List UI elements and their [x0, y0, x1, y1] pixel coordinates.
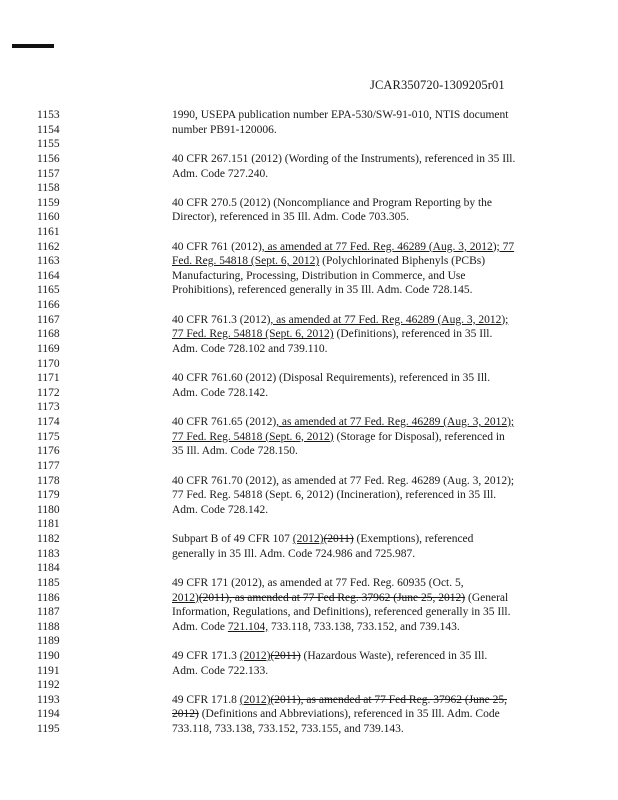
document-line: [0, 283, 618, 298]
line-number: 1158: [37, 182, 60, 195]
document-line: [0, 342, 618, 357]
inserted-text: 77 Fed. Reg. 54818 (Sept. 6, 2012): [172, 328, 334, 341]
text-segment: 733.118, 733.138, 733.152, and 739.143.: [268, 620, 460, 633]
document-line: [0, 269, 618, 284]
line-text: [172, 620, 460, 635]
inserted-text: 77 Fed. Reg. 54818 (Sept. 6, 2012): [172, 430, 334, 443]
document-line: [0, 605, 618, 620]
text-segment: (Exemptions), referenced: [353, 533, 474, 545]
line-number: 1163: [37, 255, 60, 268]
deleted-text: (2011): [323, 533, 354, 545]
line-number: 1153: [37, 109, 60, 121]
line-text: [172, 722, 404, 737]
text-segment: (Definitions), referenced in 35 Ill.: [333, 328, 493, 341]
line-number: 1170: [37, 357, 60, 370]
text-segment: 40 CFR 761.70 (2012), as amended at 77 Fed. Reg. 46289 (Aug. 3, 2012);: [172, 474, 515, 487]
line-number: 1160: [37, 211, 60, 224]
document-line: [0, 400, 618, 415]
text-segment: (General: [465, 591, 509, 604]
line-text: [172, 707, 500, 722]
text-segment: 40 CFR 761.65 (2012): [172, 416, 277, 428]
document-line: [0, 693, 618, 708]
line-text: [172, 503, 268, 518]
text-segment: 40 CFR 761.3 (2012): [172, 313, 271, 326]
line-number: 1179: [37, 489, 60, 502]
inserted-text: (2012): [239, 693, 271, 706]
document-line: [0, 254, 618, 269]
document-line: [0, 722, 618, 737]
line-number: 1157: [37, 167, 60, 180]
line-number: 1172: [37, 386, 60, 399]
line-number: 1175: [37, 430, 60, 443]
document-line: [0, 313, 618, 328]
document-line: [0, 576, 618, 591]
document-id: JCAR350720-1309205r01: [370, 78, 505, 92]
text-segment: Adm. Code 727.240.: [172, 167, 269, 180]
line-text: [172, 371, 490, 386]
inserted-text: 2012): [172, 591, 199, 604]
line-text: [172, 313, 508, 328]
line-number: 1185: [37, 576, 60, 589]
document-line: [0, 327, 618, 342]
line-number: 1191: [37, 664, 60, 677]
document-line: [0, 488, 618, 503]
document-line: [0, 474, 618, 489]
inserted-text: , as amended at 77 Fed. Reg. 46289 (Aug. 3, 2012);: [270, 313, 509, 326]
deleted-text: 2012): [172, 708, 199, 721]
header-rule: [12, 44, 54, 48]
text-segment: (Polychlorinated Biphenyls (PCBs): [319, 255, 486, 268]
line-number: 1189: [37, 635, 60, 648]
document-line: [0, 547, 618, 562]
line-text: [172, 591, 508, 606]
line-number: 1192: [37, 679, 60, 692]
document-line: [0, 634, 618, 649]
line-text: [172, 532, 473, 547]
document-line: [0, 386, 618, 401]
line-number: 1182: [37, 533, 60, 545]
line-text: [172, 693, 507, 708]
line-number: 1167: [37, 313, 60, 326]
line-number: 1178: [37, 474, 60, 487]
line-number: 1165: [37, 284, 60, 297]
text-segment: Adm. Code 728.142.: [172, 386, 269, 399]
document-line: [0, 415, 618, 430]
line-number: 1190: [37, 649, 60, 662]
line-text: [172, 152, 515, 167]
text-segment: generally in 35 Ill. Adm. Code 724.986 and 725.987.: [172, 547, 416, 560]
line-number: 1154: [37, 123, 60, 136]
document-line: [0, 430, 618, 445]
text-segment: Adm. Code 722.133.: [172, 664, 269, 677]
document-line: [0, 137, 618, 152]
document-line: [0, 591, 618, 606]
text-segment: (Hazardous Waste), referenced in 35 Ill.: [300, 649, 488, 662]
text-segment: 1990, USEPA publication number EPA-530/SW-91-010, NTIS document: [172, 109, 509, 121]
text-segment: Information, Regulations, and Definitions), referenced generally in 35 Ill.: [172, 606, 511, 619]
document-line: [0, 123, 618, 138]
line-number: 1174: [37, 416, 60, 428]
line-number: 1180: [37, 503, 60, 516]
inserted-text: Fed. Reg. 54818 (Sept. 6, 2012): [172, 255, 320, 268]
text-segment: 49 CFR 171.3: [172, 649, 240, 662]
text-segment: Prohibitions), referenced generally in 35 Ill. Adm. Code 728.145.: [172, 284, 473, 297]
document-line: [0, 167, 618, 182]
line-text: [172, 664, 268, 679]
line-number: 1162: [37, 240, 60, 253]
text-segment: 40 CFR 267.151 (2012) (Wording of the Instruments), referenced in 35 Ill.: [172, 152, 516, 165]
line-text: [172, 430, 505, 445]
line-number: 1181: [37, 518, 60, 531]
document-line: [0, 517, 618, 532]
document-line: [0, 371, 618, 386]
line-text: [172, 386, 268, 401]
document-line: [0, 459, 618, 474]
line-text: [172, 547, 415, 562]
inserted-text: (2012): [292, 533, 324, 545]
line-number: 1164: [37, 269, 60, 282]
line-number: 1156: [37, 152, 60, 165]
text-segment: (Definitions and Abbreviations), referenced in 35 Ill. Adm. Code: [198, 708, 500, 721]
inserted-text: , as amended at 77 Fed. Reg. 46289 (Aug. 3, 2012); 77: [261, 240, 515, 253]
text-segment: 77 Fed. Reg. 54818 (Sept. 6, 2012) (Incineration), referenced in 35 Ill.: [172, 489, 497, 502]
line-number: 1187: [37, 606, 60, 619]
line-text: [172, 108, 508, 123]
document-line: [0, 181, 618, 196]
line-text: [172, 342, 327, 357]
inserted-text: (2012): [239, 649, 271, 662]
line-text: [172, 576, 464, 591]
deleted-text: (2011): [270, 649, 301, 662]
line-text: [172, 605, 511, 620]
document-line: [0, 649, 618, 664]
text-segment: Subpart B of 49 CFR 107: [172, 533, 293, 545]
line-text: [172, 254, 485, 269]
text-segment: 40 CFR 761 (2012): [172, 240, 262, 253]
deleted-text: (2011), as amended at 77 Fed Reg. 37962 (June 25,: [270, 693, 507, 706]
line-text: [172, 123, 277, 138]
line-number: 1159: [37, 196, 60, 209]
line-number: 1176: [37, 445, 60, 458]
deleted-text: (2011), as amended at 77 Fed Reg. 37962 (June 25, 2012): [198, 591, 466, 604]
line-text: [172, 167, 268, 182]
document-line: [0, 210, 618, 225]
text-segment: (Storage for Disposal), referenced in: [333, 430, 505, 443]
line-text: [172, 327, 492, 342]
line-text: [172, 210, 409, 225]
document-line: [0, 532, 618, 547]
document-line: [0, 357, 618, 372]
inserted-text: , as amended at 77 Fed. Reg. 46289 (Aug. 3, 2012);: [276, 416, 515, 428]
document-line: [0, 678, 618, 693]
text-segment: Adm. Code 728.102 and 739.110.: [172, 342, 328, 355]
document-line: [0, 707, 618, 722]
text-segment: 40 CFR 761.60 (2012) (Disposal Requirements), referenced in 35 Ill.: [172, 372, 491, 385]
line-number: 1168: [37, 328, 60, 341]
line-text: [172, 283, 473, 298]
document-line: [0, 196, 618, 211]
text-segment: Adm. Code 728.142.: [172, 503, 269, 516]
document-line: [0, 561, 618, 576]
line-number: 1184: [37, 562, 60, 575]
document-line: [0, 664, 618, 679]
text-segment: 40 CFR 270.5 (2012) (Noncompliance and Program Reporting by the: [172, 196, 493, 209]
document-line: [0, 152, 618, 167]
line-number: 1155: [37, 138, 60, 151]
document-line: [0, 298, 618, 313]
line-text: [172, 415, 514, 430]
line-number: 1169: [37, 342, 60, 355]
line-text: [172, 649, 487, 664]
inserted-text: 721.104,: [227, 620, 269, 633]
text-segment: Manufacturing, Processing, Distribution in Commerce, and Use: [172, 269, 466, 282]
line-text: [172, 240, 514, 255]
line-number: 1177: [37, 459, 60, 472]
line-number: 1194: [37, 708, 60, 721]
text-segment: Adm. Code: [172, 620, 228, 633]
text-segment: number PB91-120006.: [172, 123, 277, 136]
document-line: [0, 240, 618, 255]
text-segment: 49 CFR 171 (2012), as amended at 77 Fed. Reg. 60935 (Oct. 5,: [172, 576, 464, 589]
line-number: 1193: [37, 693, 60, 706]
document-line: [0, 108, 618, 123]
document-line: [0, 620, 618, 635]
text-segment: 49 CFR 171.8: [172, 693, 240, 706]
line-number: 1171: [37, 372, 60, 385]
line-number: 1195: [37, 723, 60, 735]
line-text: [172, 474, 514, 489]
line-number: 1188: [37, 620, 60, 633]
document-line: [0, 444, 618, 459]
document-line: [0, 225, 618, 240]
line-number: 1161: [37, 226, 60, 238]
text-segment: 733.118, 733.138, 733.152, 733.155, and 739.143.: [172, 723, 404, 735]
line-text: [172, 488, 496, 503]
line-number: 1183: [37, 547, 60, 560]
text-segment: Director), referenced in 35 Ill. Adm. Code 703.305.: [172, 211, 409, 224]
document-line: [0, 503, 618, 518]
line-number: 1173: [37, 401, 60, 414]
line-number: 1186: [37, 591, 60, 604]
line-number: 1166: [37, 299, 60, 312]
text-segment: 35 Ill. Adm. Code 728.150.: [172, 445, 298, 458]
line-text: [172, 196, 492, 211]
line-text: [172, 444, 298, 459]
line-text: [172, 269, 466, 284]
